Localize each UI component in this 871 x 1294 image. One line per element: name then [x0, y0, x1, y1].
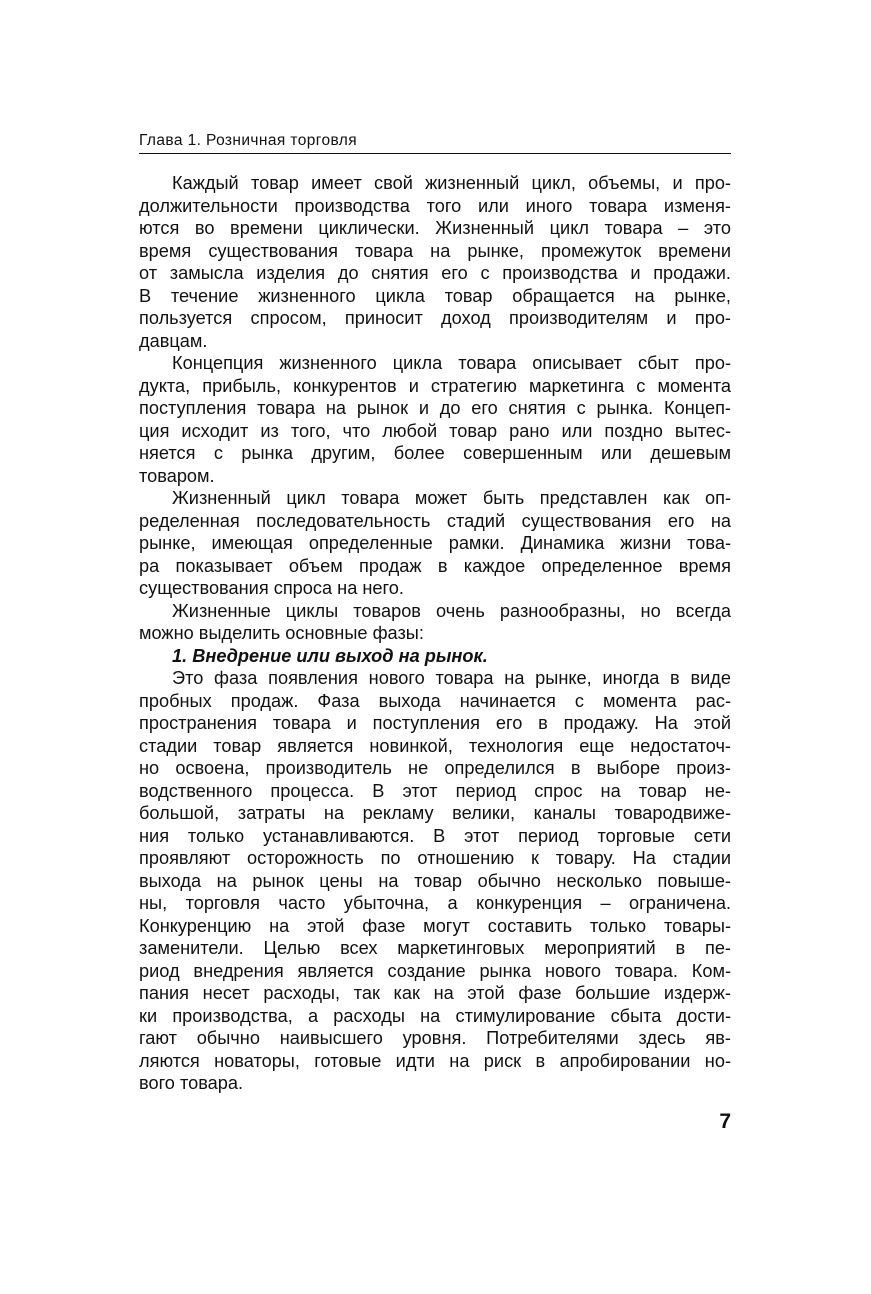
text-line: но освоена, производитель не определился в выборе произ-: [139, 758, 731, 778]
text-line: риод внедрения является создание рынка нового товара. Ком-: [139, 960, 731, 981]
text-line: ляются новаторы, готовые идти на риск в апробировании но-: [139, 1050, 731, 1071]
text-line: В течение жизненного цикла товар обращается на рынке,: [139, 285, 731, 306]
text-line: время существования товара на рынке, промежуток времени: [139, 240, 731, 261]
text-line: должительности производства того или иного товара изменя-: [139, 195, 731, 216]
text-line: ны, торговля часто убыточна, а конкуренция – ограничена.: [139, 893, 731, 913]
text-line: водственного процесса. В этот период спрос на товар не-: [139, 780, 731, 801]
text-line: Каждый товар имеет свой жизненный цикл, объемы, и про-: [172, 173, 731, 193]
text-line: ределенная последовательность стадий существования его на: [139, 510, 731, 531]
text-line: Конкуренцию на этой фазе могут составить только товары-: [139, 915, 731, 936]
text-line: ция исходит из того, что любой товар рано или поздно вытес-: [139, 420, 731, 441]
text-line: пользуется спросом, приносит доход производителям и про-: [139, 308, 731, 328]
text-line: гают обычно наивысшего уровня. Потребителями здесь яв-: [139, 1028, 731, 1048]
text-line: проявляют осторожность по отношению к товару. На стадии: [139, 848, 731, 868]
text-line: ки производства, а расходы на стимулирование сбыта дости-: [139, 1005, 731, 1026]
text-line: няется с рынка другим, более совершенным или дешевым: [139, 443, 731, 463]
text-line: пространения товара и поступления его в продажу. На этой: [139, 713, 731, 733]
text-line: заменители. Целью всех маркетинговых мероприятий в пе-: [139, 938, 731, 958]
text-line: Это фаза появления нового товара на рынке, иногда в виде: [172, 668, 731, 688]
text-line: Жизненный цикл товара может быть представлен как оп-: [172, 488, 731, 508]
text-line: ния только устанавливаются. В этот период торговые сети: [139, 825, 731, 846]
text-line: большой, затраты на рекламу велики, каналы товародвиже-: [139, 803, 731, 823]
text-line: от замысла изделия до снятия его с производства и продажи.: [139, 263, 731, 283]
text-line: товаром.: [139, 465, 215, 486]
text-line: можно выделить основные фазы:: [139, 623, 424, 643]
text-line: вого товара.: [139, 1073, 244, 1093]
text-line: поступления товара на рынок и до его снятия с рынка. Концеп-: [139, 398, 731, 418]
section-subheading: 1. Внедрение или выход на рынок.: [172, 645, 488, 666]
text-line: ра показывает объем продаж в каждое определенное время: [139, 555, 731, 576]
text-line: пания несет расходы, так как на этой фазе большие издерж-: [139, 983, 731, 1003]
header-rule: [139, 153, 731, 154]
text-line: Концепция жизненного цикла товара описывает сбыт про-: [172, 353, 731, 373]
text-line: рынке, имеющая определенные рамки. Динамика жизни това-: [139, 533, 731, 553]
text-line: существования спроса на него.: [139, 578, 404, 598]
text-line: дукта, прибыль, конкурентов и стратегию маркетинга с момента: [139, 375, 731, 396]
text-line: давцам.: [139, 330, 208, 351]
text-line: стадии товар является новинкой, технология еще недостаточ-: [139, 735, 731, 756]
text-line: ются во времени циклически. Жизненный цикл товара – это: [139, 218, 731, 238]
text-line: выхода на рынок цены на товар обычно несколько повыше-: [139, 870, 731, 891]
page-number: 7: [719, 1110, 731, 1133]
running-head: Глава 1. Розничная торговля: [139, 132, 358, 149]
text-line: пробных продаж. Фаза выхода начинается с момента рас-: [139, 690, 731, 711]
text-line: Жизненные циклы товаров очень разнообразны, но всегда: [172, 600, 731, 621]
body-text: [139, 172, 731, 1095]
